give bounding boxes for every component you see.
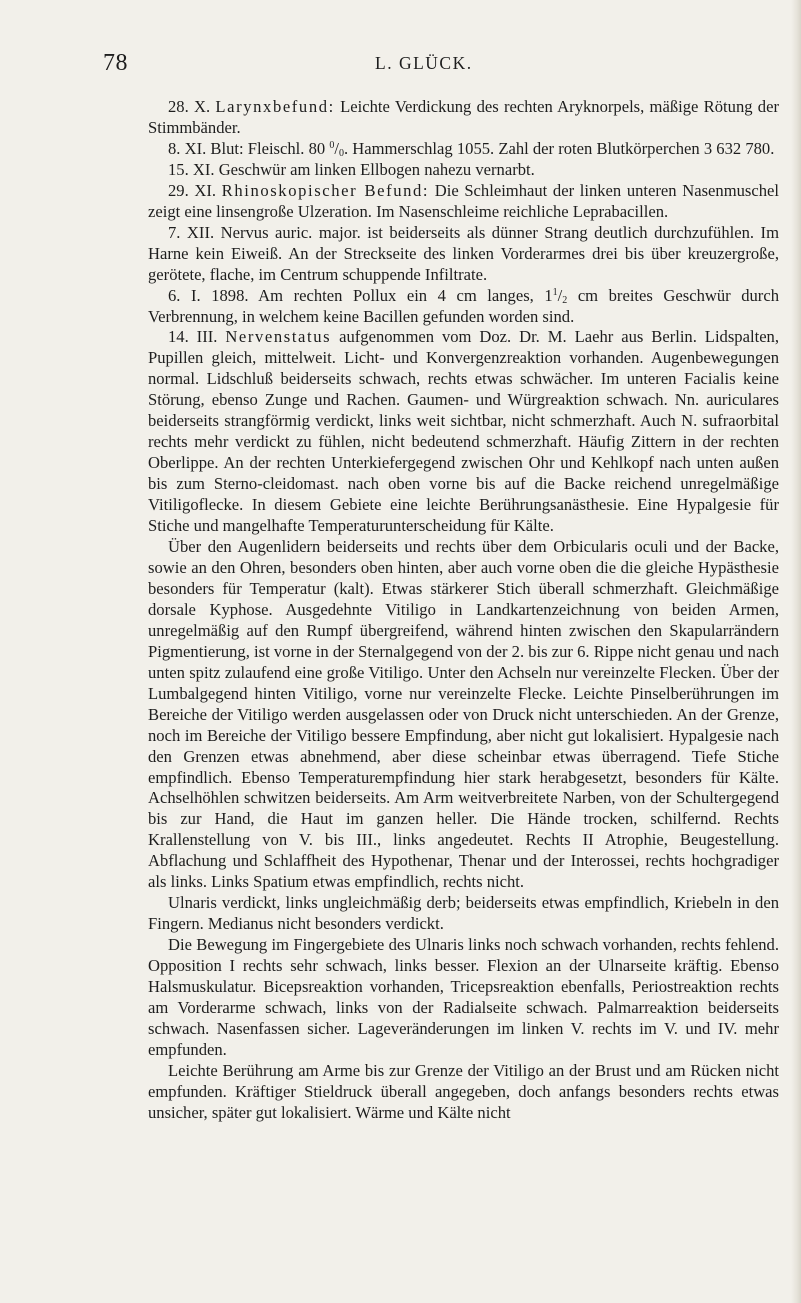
paragraph-beruehrung: Leichte Berührung am Arme bis zur Grenze der Vitiligo an der Brust und am Rücken nicht empfunden. Kräftiger Stieldruck überall angegeben, doch anfangs besonders rechts etwas unsicher, später gut lokalisiert. Wärme und Kälte nicht <box>148 1060 779 1122</box>
paragraph-augenlider: Über den Augenlidern beiderseits und rechts über dem Orbicularis oculi und der Backe, sowie an den Ohren, besonders oben hinten, aber auch vorne oben die die gleiche Hypästhesie besonders für Temperatur (kalt). Etwas stärkerer Stich überall schmerzhaft. Gleichmäßige dorsale Kyphose. Ausgedehnte Vitiligo in Landkartenzeichnung von beiden Armen, unregelmäßig auf den Rumpf übergreifend, während hinten zwischen den Skapularrändern Pigmentierung, ist vorne in der Sternalgegend von der 2. bis zur 6. Rippe nicht genau und nach unten spitz zulaufend eine große Vitiligo. Unter den Achseln nur vereinzelte Flecken. Über der Lumbalgegend hinten Vitiligo, vorne nur vereinzelte Flecke. Leichte Pinselberührungen im Bereiche der Vitiligo werden ausgelassen oder von Druck nicht unterschieden. An der Grenze, noch im Bereiche der Vitiligo bessere Empfindung, aber nicht gut lokalisiert. Hypalgesie nach den Grenzen etwas abnehmend, aber diese scheinbar etwas überragend. Tiefe Stiche empfindlich. Ebenso Temperaturempfindung hier stark herabgesetzt, besonders für Kälte. Achselhöhlen schwitzen beiderseits. Am Arm weitverbreitete Narben, von der Schultergegend bis zur Hand, die Haut im ganzen heller. Die Hände trocken, schilfernd. Rechts Krallenstellung von V. bis III., links angedeutet. Rechts II Atrophie, Beugestellung. Abflachung und Schlaffheit des Hypothenar, Thenar und der Interossei, rechts hochgradiger als links. Links Spatium etwas empfindlich, rechts nicht. <box>148 537 779 892</box>
paragraph-geschwuer: 15. XI. Geschwür am linken Ellbogen nahezu vernarbt. <box>168 159 535 179</box>
page-header <box>0 50 801 80</box>
paragraph-nervenstatus: 14. III. Nervenstatus aufgenommen vom Doz. Dr. M. Laehr aus Berlin. Lidspalten, Pupillen gleich, mittelweit. Licht- und Konvergenzreaktion vorhanden. Augenbewegungen normal. Lidschluß beiderseits schwach, rechts etwas schwächer. Im unteren Facialis keine Störung, ebenso Zunge und Rachen. Gaumen- und Würgreaktion schwach. Nn. auriculares beiderseits strangförmig verdickt, links weit sichtbar, nicht schmerzhaft. Auch N. sufraorbital rechts mehr verdickt zu fühlen, nicht bedeutend schmerzhaft. Häufig Zittern in der rechten Oberlippe. An der rechten Unterkiefergegend zwischen Ohr und Kehlkopf nach unten außen bis zum Sterno-cleidomast. nach oben vorne bis auf die Backe reichend unregelmäßige Vitiligoflecke. In diesem Gebiete eine leichte Berührungsanästhesie. Eine Hypalgesie für Stiche und mangelhafte Temperaturunterscheidung für Kälte. <box>148 327 780 536</box>
paragraph-ulnaris: Ulnaris verdickt, links ungleichmäßig derb; beiderseits etwas empfindlich, Kriebeln in den Fingern. Medianus nicht besonders verdickt. <box>148 893 779 934</box>
page-edge <box>791 0 801 1303</box>
paragraph-pollux: 6. I. 1898. Am rechten Pollux ein 4 cm langes, $1^1/_2$ cm breites Geschwür durch Verbrennung, in welchem keine Bacillen gefunden worden sind. <box>148 285 779 326</box>
paragraph-nervus-auric: 7. XII. Nervus auric. major. ist beiderseits als dünner Strang deutlich durchzufühlen. Im Harne kein Eiweiß. An der Streckseite des linken Vorderarmes drei bis über kreuzergroße, gerötete, flache, im Centrum schuppende Infiltrate. <box>148 222 779 284</box>
paragraph-bewegung: Die Bewegung im Fingergebiete des Ulnaris links noch schwach vorhanden, rechts fehlend. Opposition I rechts sehr schwach, links besser. Flexion an der Ulnarseite kräftig. Ebenso Halsmuskulatur. Bicepsreaktion vorhanden, Tricepsreaktion ebenfalls, Periostreaktion rechts am Vorderarme schwach, links von der Radialseite schwach. Palmarreaktion beiderseits schwach. Nasenfassen sicher. Lageveränderungen im linken V. rechts im V. und IV. mehr empfunden. <box>148 935 779 1059</box>
running-head: L. GLÜCK. <box>375 53 473 73</box>
paragraph-rhinoskopie: 29. XI. Rhinoskopischer Befund: Die Schleimhaut der linken unteren Nasenmuschel zeigt eine linsengroße Ulzeration. Im Nasenschleime reichliche Leprabacillen. <box>148 180 779 221</box>
page-number: 78 <box>103 50 128 76</box>
paragraph-blut: 8. XI. Blut: Fleischl. 80 $^0/_0$. Hammerschlag 1055. Zahl der roten Blutkörperchen 3 632 780. <box>168 138 775 159</box>
body-text <box>148 97 779 1124</box>
paragraph-larynxbefund: 28. X. Larynxbefund: Leichte Verdickung des rechten Aryknorpels, mäßige Rötung der Stimmbänder. <box>148 97 779 137</box>
